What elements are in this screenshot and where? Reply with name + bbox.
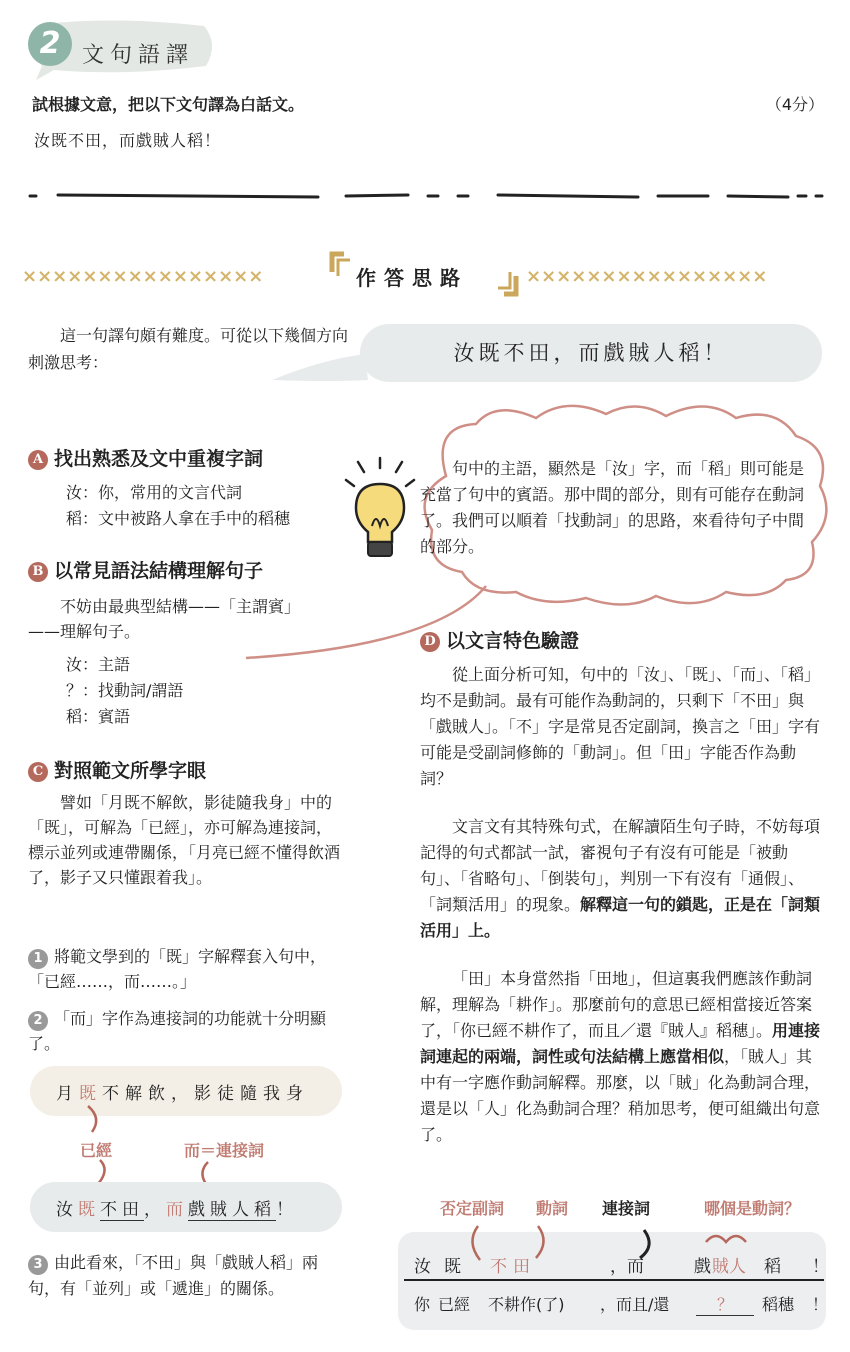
s-comma: ，	[144, 1200, 166, 1220]
label-which-verb: 哪個是動詞？	[704, 1199, 801, 1218]
s-ru: 汝	[56, 1200, 78, 1220]
label-verb: 動詞	[536, 1199, 569, 1218]
r1-er: ，而	[610, 1257, 644, 1277]
r2-blank: ？	[696, 1292, 754, 1316]
r1-ji: 既	[444, 1257, 461, 1277]
section-a-letter: A	[28, 450, 48, 470]
section-number-badge: 2	[28, 22, 72, 66]
section-c-letter: C	[28, 762, 48, 782]
x-decoration-left: ××××××××××××××××	[22, 266, 264, 287]
x-decoration-right: ××××××××××××××××	[526, 266, 768, 287]
para2-text: 文言文有其特殊句式，在解讀陌生句子時，不妨每項記得的句式都試一試，審視句子有沒有可能是「被動句」、「省略句」、「倒裝句」，判別一下有沒有「通假」、「詞類活用」的現象。	[420, 817, 821, 914]
section-c-item3	[28, 1250, 342, 1302]
section-b-title: 以常見語法結構理解句子	[54, 560, 264, 582]
section-b-para: 不妨由最典型結構——「主謂賓」——理解句子。	[28, 597, 301, 641]
item2-number: 2	[28, 1011, 48, 1031]
annotation-already: 已經	[80, 1141, 113, 1160]
section-c-item2	[28, 1006, 342, 1056]
label-conjunction: 連接詞	[602, 1199, 651, 1218]
r1-xi: 戲	[694, 1257, 711, 1277]
intro-text: 這一句譯句頗有難度。可從以下幾個方向刺激思考：	[28, 326, 349, 372]
bubble-tail	[270, 350, 370, 390]
item3-number: 3	[28, 1255, 48, 1275]
section-b-line2: ？：找動詞/謂語	[66, 681, 184, 700]
instruction-text: 試根據文意，把以下文句譯為白話文。	[32, 95, 305, 114]
item2-text: 「而」字作為連接詞的功能就十分明顯了。	[28, 1009, 327, 1053]
answer-line	[28, 186, 824, 206]
bubble-sentence-text: 汝既不田，而戲賊人稻！	[453, 341, 729, 365]
question-sentence: 汝既不田，而戲賊人稻！	[34, 131, 222, 150]
section-d-heading	[420, 626, 579, 653]
para3-bold: 用連接詞連起的兩端，詞性或句法結構上應當相似	[420, 1021, 821, 1066]
s-ji: 既	[78, 1200, 100, 1220]
moon-ji-char: 既	[79, 1084, 102, 1104]
r2-excl: ！	[812, 1295, 829, 1314]
section-d-title: 以文言特色驗證	[446, 630, 580, 652]
s-excl: ！	[276, 1200, 298, 1220]
r2-bugengzuo: 不耕作(了)	[488, 1295, 565, 1314]
section-b-line3: 稻：賓語	[66, 707, 131, 726]
r1-zeiren: 賊人	[712, 1257, 746, 1277]
thinking-title: 作答思路	[356, 266, 468, 290]
para2-bold: 解釋這一句的鎖匙，正是在「詞類活用」上。	[420, 895, 821, 940]
r1-dao: 稻	[764, 1257, 781, 1277]
section-d-para3	[420, 966, 824, 1148]
section-a-line1: 汝：你，常用的文言代詞	[66, 483, 243, 502]
score-label: （4分）	[765, 95, 824, 114]
section-a-heading	[28, 444, 263, 471]
section-b-heading	[28, 556, 263, 583]
para3-text-a: 「田」本身當然指「田地」，但這裏我們應該作動詞解，理解為「耕作」。那麼前句的意思已經相當接近答案了，「你已經不耕作了，而且／還『賊人』稻穗」。	[420, 969, 813, 1040]
cloud-text: 句中的主語，顯然是「汝」字，而「稻」則可能是充當了句中的賓語。那中間的部分，則有可能存在動詞了。我們可以順着「找動詞」的思路，來看待句子中間的部分。	[420, 459, 805, 556]
section-d-letter: D	[420, 632, 440, 652]
r2-yijing: 已經	[438, 1295, 471, 1314]
r1-excl: ！	[812, 1257, 829, 1277]
section-c-title: 對照範文所學字眼	[54, 760, 207, 782]
section-b-letter: B	[28, 562, 48, 582]
r2-daosui: 稻穗	[762, 1295, 795, 1314]
section-c-para: 譬如「月既不解飲，影徒隨我身」中的「既」，可解為「已經」，亦可解為連接詞，標示並列或連帶關係，「月亮已經不懂得飲酒了，影子又只懂跟着我」。	[28, 793, 341, 887]
item1-text: 將範文學到的「既」字解釋套入句中，「已經……，而……。」	[28, 947, 327, 991]
lightbulb-icon	[342, 456, 422, 566]
para3-text-b: ，「賊人」其中有一字應作動詞解釋。那麼，以「賊」化為動詞合理，還是以「人」化為動詞合理？稍加思考，便可組織出句意了。	[420, 1047, 821, 1144]
s-xizei: 戲賊人稻	[188, 1200, 276, 1220]
moon-rest: 不解飲，影徒隨我身	[102, 1084, 309, 1104]
s-butian: 不田	[100, 1200, 144, 1220]
moon-char: 月	[56, 1084, 79, 1104]
item1-number: 1	[28, 949, 48, 969]
section-a-line2: 稻：文中被路人拿在手中的稻穗	[66, 509, 291, 528]
r1-butian: 不田	[490, 1257, 536, 1277]
label-negative-adverb: 否定副詞	[440, 1199, 505, 1218]
section-d-para2	[420, 814, 824, 944]
r2-ni: 你	[414, 1295, 431, 1314]
section-b-line1: 汝：主語	[66, 655, 131, 674]
section-a-title: 找出熟悉及文中重複字詞	[54, 448, 264, 470]
annotation-conjunction: 而＝連接詞	[184, 1141, 265, 1160]
s-er: 而	[166, 1200, 188, 1220]
r1-ru: 汝	[414, 1257, 431, 1277]
section-c-heading	[28, 756, 206, 783]
section-c-item1	[28, 944, 342, 994]
example-sentence-text	[56, 1195, 298, 1220]
item3-text: 由此看來，「不田」與「戲賊人稻」兩句，有「並列」或「遞進」的關係。	[28, 1253, 319, 1298]
section-d-para1: 從上面分析可知，句中的「汝」、「既」、「而」、「稻」均不是動詞。最有可能作為動詞的，只剩下「不田」與「戲賊人」。「不」字是常見否定副詞，換言之「田」字有可能是受副詞修飾的「動詞」。但「田」字能否作為動詞？	[420, 665, 821, 788]
section-title: 文句語譯	[82, 43, 195, 68]
r2-erqiehai: ，而且/還	[600, 1295, 670, 1314]
